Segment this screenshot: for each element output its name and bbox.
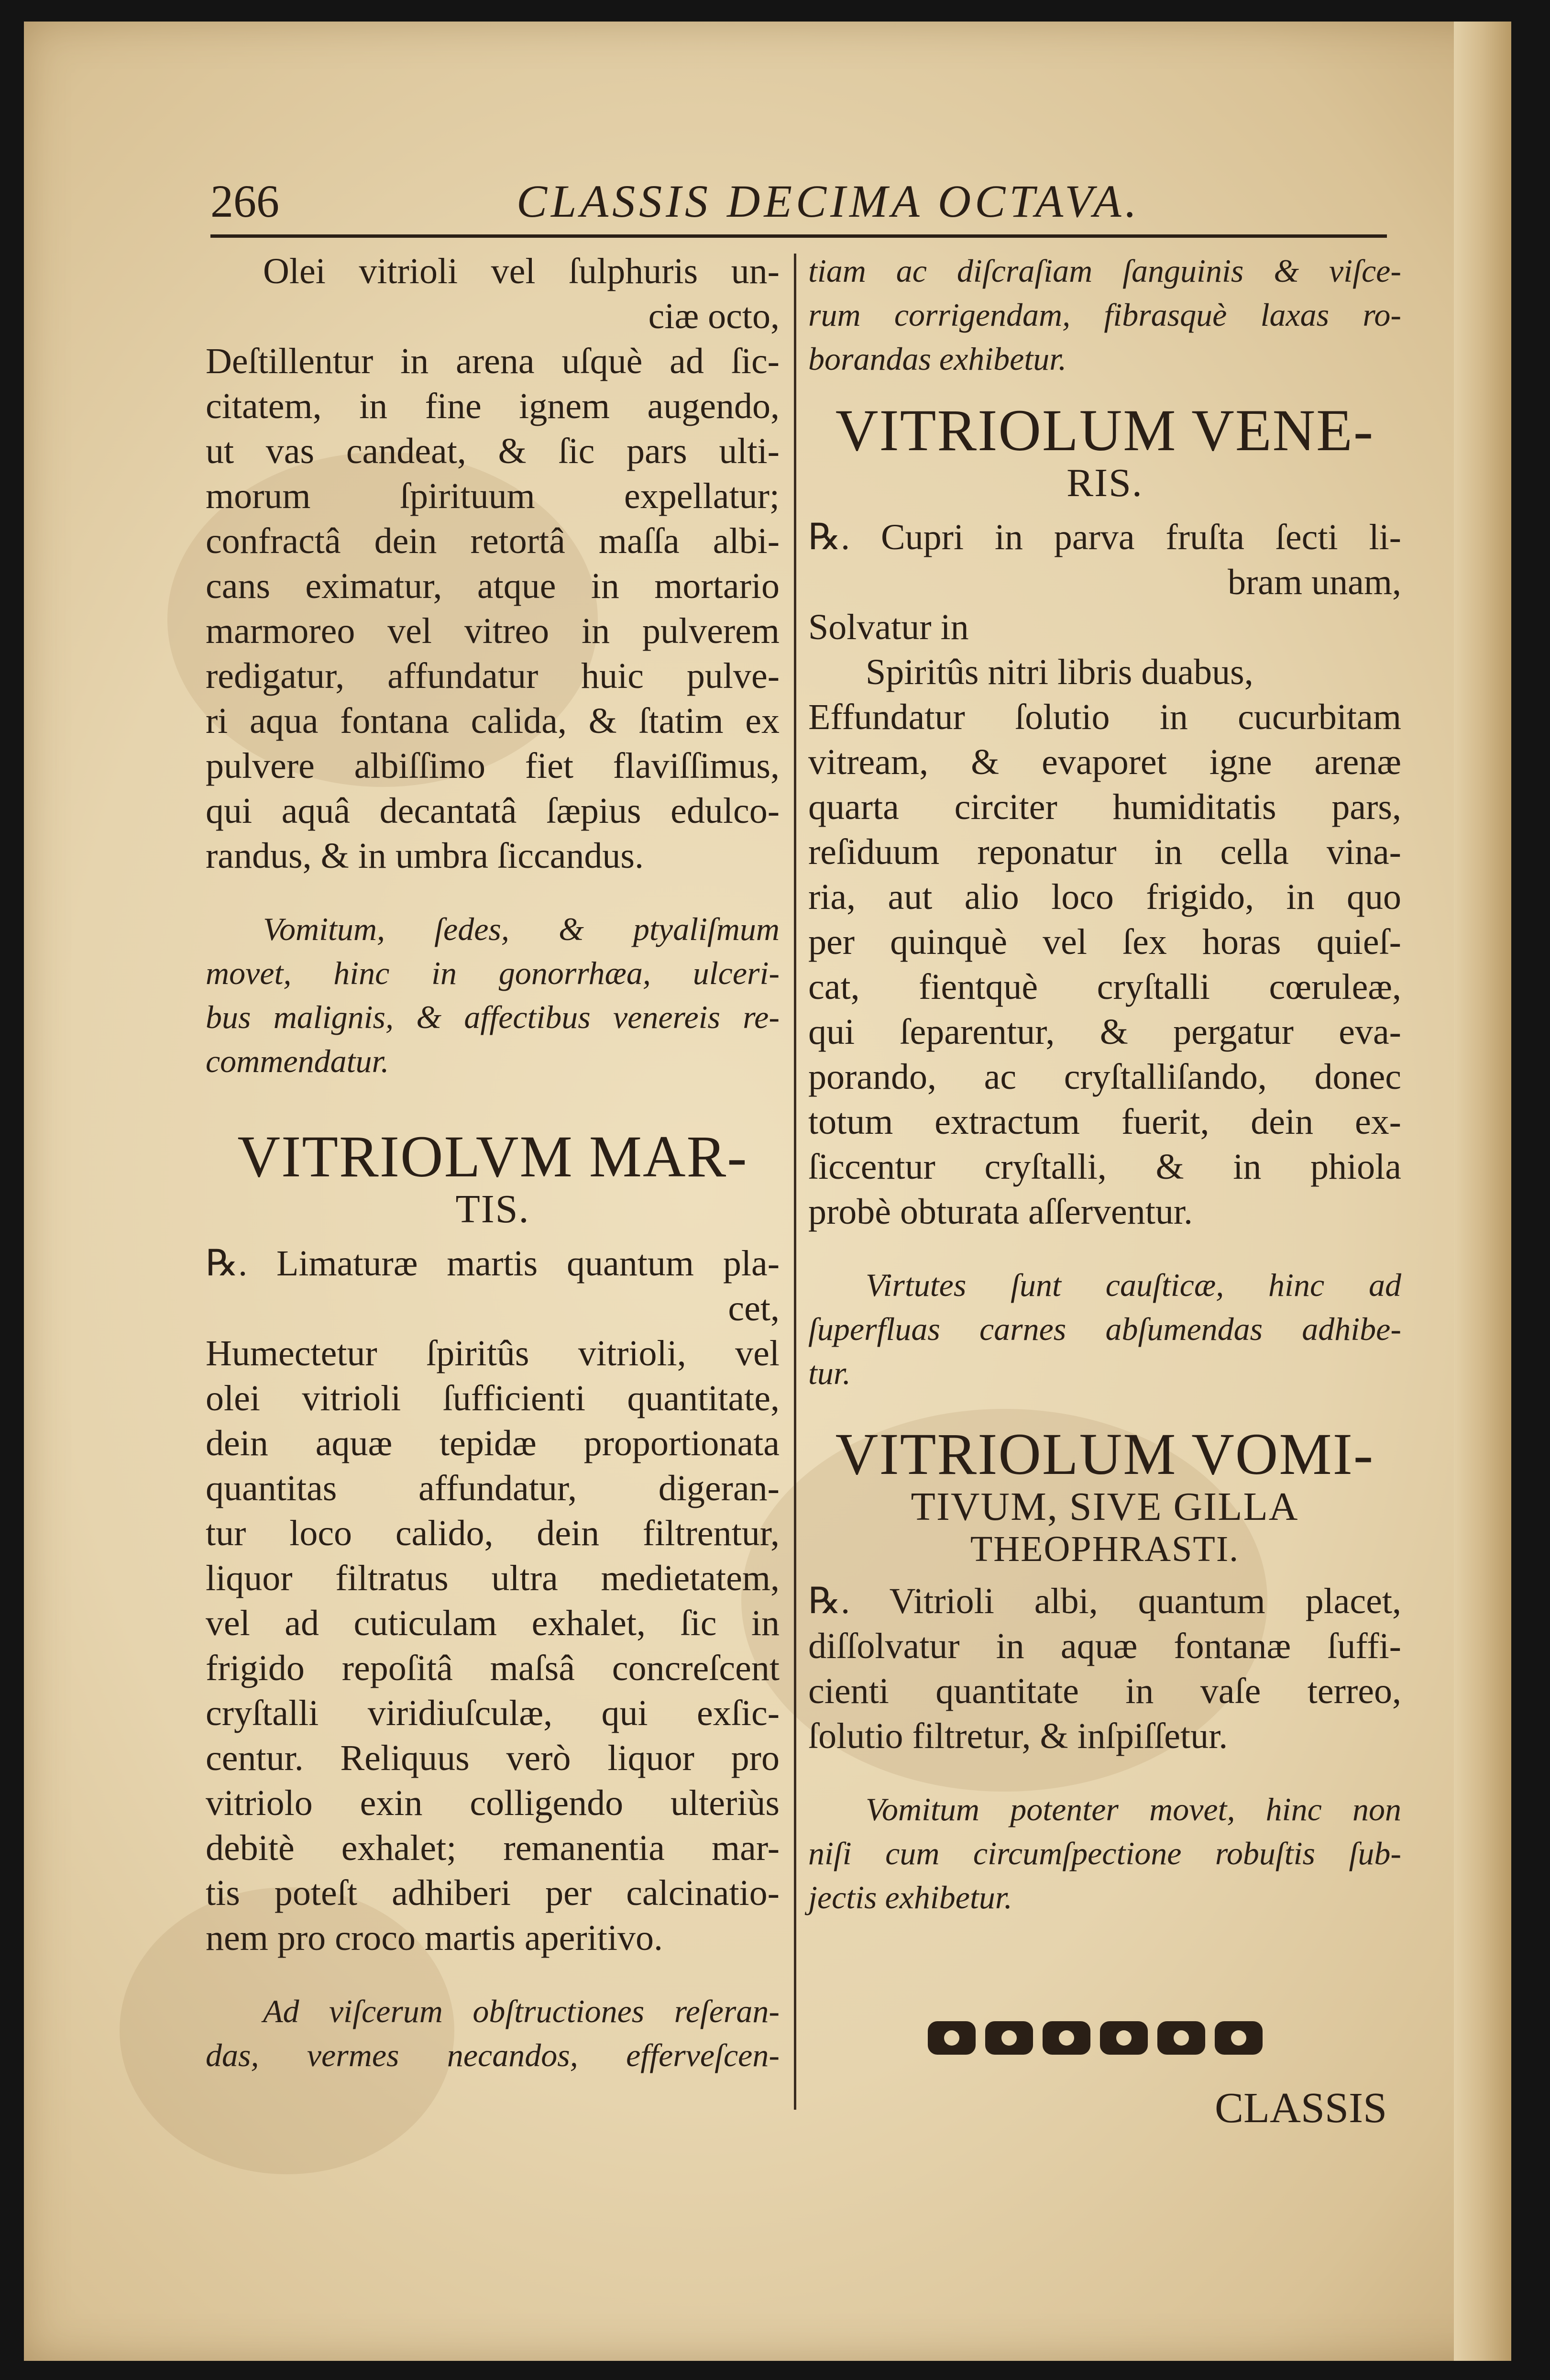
text-line: ℞. Vitrioli albi, quantum placet,: [808, 1581, 1401, 1621]
text-line: centur. Reliquus verò liquor pro: [206, 1738, 780, 1778]
catchword: CLASSIS: [1215, 2084, 1387, 2132]
column-divider: [794, 254, 796, 2110]
text-line: Solvatur in: [808, 607, 969, 647]
text-line: ri aqua fontana calida, & ſtatim ex: [206, 701, 780, 741]
text-line: dein aquæ tepidæ proportionata: [206, 1423, 780, 1463]
text-line: ℞. Limaturæ martis quantum pla-: [206, 1243, 780, 1284]
header-rule: [210, 234, 1387, 238]
text-line: Humectetur ſpiritûs vitrioli, vel: [206, 1333, 780, 1373]
text-line: ria, aut alio loco frigido, in quo: [808, 877, 1401, 917]
left-column: [206, 249, 780, 2077]
text-line: porando, ac cryſtalliſando, donec: [808, 1057, 1401, 1097]
text-line: cat, fientquè cryſtalli cœruleæ,: [808, 967, 1401, 1007]
text-line: probè obturata aſſerventur.: [808, 1192, 1193, 1232]
right-recipe-2: [808, 1579, 1401, 1759]
text-line: quantitas affundatur, digeran-: [206, 1468, 780, 1508]
text-line: nem pro croco martis aperitivo.: [206, 1918, 663, 1958]
text-line: Olei vitrioli vel ſulphuris un-: [263, 251, 780, 291]
text-line: ciæ octo,: [648, 296, 780, 336]
fleuron-ornament-icon: [923, 2012, 1267, 2064]
text-line: ut vas candeat, & ſic pars ulti-: [206, 431, 780, 471]
heading-line: VITRIOLUM VENE-: [835, 398, 1374, 463]
text-line: vel ad cuticulam exhalet, ſic in: [206, 1603, 780, 1643]
page-gutter: [1454, 22, 1511, 2361]
text-line: cet,: [728, 1288, 780, 1328]
text-line: tis poteſt adhiberi per calcinatio-: [206, 1873, 780, 1913]
text-line: redigatur, affundatur huic pulve-: [206, 656, 780, 696]
text-line: bram unam,: [1227, 562, 1401, 602]
right-recipe-1: [808, 515, 1401, 1234]
heading-line: TIS.: [455, 1187, 530, 1231]
text-line: Spiritûs nitri libris duabus,: [866, 652, 1253, 692]
text-line: qui ſeparentur, & pergatur eva-: [808, 1012, 1401, 1052]
text-line: tur loco calido, dein filtrentur,: [206, 1513, 780, 1553]
text-line: olei vitrioli ſufficienti quantitate,: [206, 1378, 780, 1418]
heading-vitriolum-vomitivum: [808, 1421, 1401, 1569]
text-line: cryſtalli viridiuſculæ, qui exſic-: [206, 1693, 780, 1733]
italic-text-line: Vomitum potenter movet, hinc non: [866, 1791, 1401, 1827]
text-line: liquor filtratus ultra medietatem,: [206, 1558, 780, 1598]
text-line: marmoreo vel vitreo in pulverem: [206, 611, 780, 651]
heading-line: VITRIOLVM MAR-: [237, 1124, 748, 1189]
text-line: citatem, in fine ignem augendo,: [206, 386, 780, 426]
heading-line: RIS.: [1066, 461, 1143, 505]
left-note-2: [206, 1989, 780, 2077]
text-line: Effundatur ſolutio in cucurbitam: [808, 697, 1401, 737]
italic-text-line: ſuperfluas carnes abſumendas adhibe-: [808, 1311, 1401, 1347]
text-line: confractâ dein retortâ maſſa albi-: [206, 521, 780, 561]
right-column: [808, 249, 1401, 1919]
text-line: pulvere albiſſimo fiet flaviſſimus,: [206, 746, 780, 786]
left-recipe: [206, 1241, 780, 1960]
left-intro-text: [206, 249, 780, 878]
text-line: ſiccentur cryſtalli, & in phiola: [808, 1147, 1401, 1187]
italic-text-line: bus malignis, & affectibus venereis re-: [206, 999, 780, 1035]
italic-text-line: Virtutes ſunt cauſticæ, hinc ad: [866, 1267, 1401, 1303]
italic-text-line: movet, hinc in gonorrhæa, ulceri-: [206, 955, 780, 991]
heading-vitriolum-martis: [206, 1126, 780, 1231]
text-line: vitriolo exin colligendo ulteriùs: [206, 1783, 780, 1823]
text-line: quarta circiter humiditatis pars,: [808, 787, 1401, 827]
text-line: randus, & in umbra ſiccandus.: [206, 836, 644, 876]
italic-text-line: das, vermes necandos, efferveſcen-: [206, 2037, 780, 2073]
text-line: reſiduum reponatur in cella vina-: [808, 832, 1401, 872]
heading-vitriolum-veneris: [808, 400, 1401, 505]
italic-text-line: Ad viſcerum obſtructiones reſeran-: [263, 1993, 780, 2029]
heading-line: VITRIOLUM VOMI-: [835, 1421, 1374, 1487]
page-number: 266: [210, 176, 279, 227]
page-header: [201, 170, 1396, 242]
italic-text-line: commendatur.: [206, 1043, 389, 1079]
text-line: morum ſpirituum expellatur;: [206, 476, 780, 516]
text-line: cienti quantitate in vaſe terreo,: [808, 1671, 1401, 1711]
italic-text-line: niſi cum circumſpectione robuſtis ſub-: [808, 1835, 1401, 1871]
text-line: vitream, & evaporet igne arenæ: [808, 742, 1401, 782]
text-line: per quinquè vel ſex horas quieſ-: [808, 922, 1401, 962]
text-line: debitè exhalet; remanentia mar-: [206, 1828, 780, 1868]
italic-text-line: tiam ac diſcraſiam ſanguinis & viſce-: [808, 253, 1401, 289]
text-line: frigido repoſitâ maſsâ concreſcent: [206, 1648, 780, 1688]
right-note-1: [808, 1263, 1401, 1395]
text-line: cans eximatur, atque in mortario: [206, 566, 780, 606]
text-line: diſſolvatur in aquæ fontanæ ſuffi-: [808, 1626, 1401, 1666]
italic-text-line: borandas exhibetur.: [808, 341, 1067, 377]
text-line: ℞. Cupri in parva fruſta ſecti li-: [808, 517, 1401, 557]
text-line: qui aquâ decantatâ ſæpius edulco-: [206, 791, 780, 831]
right-note-continued: [808, 249, 1401, 381]
heading-line: TIVUM, SIVE GILLA: [911, 1484, 1299, 1529]
heading-line: THEOPHRASTI.: [970, 1529, 1240, 1569]
running-title: CLASSIS DECIMA OCTAVA.: [517, 176, 1141, 227]
left-note-1: [206, 907, 780, 1083]
text-line: totum extractum fuerit, dein ex-: [808, 1102, 1401, 1142]
italic-text-line: jectis exhibetur.: [808, 1879, 1012, 1915]
italic-text-line: tur.: [808, 1355, 851, 1391]
text-line: Deſtillentur in arena uſquè ad ſic-: [206, 341, 780, 381]
italic-text-line: Vomitum, ſedes, & ptyaliſmum: [263, 911, 780, 947]
italic-text-line: rum corrigendam, fibrasquè laxas ro-: [808, 297, 1401, 333]
right-note-2: [808, 1787, 1401, 1919]
text-line: ſolutio filtretur, & inſpiſſetur.: [808, 1716, 1228, 1756]
